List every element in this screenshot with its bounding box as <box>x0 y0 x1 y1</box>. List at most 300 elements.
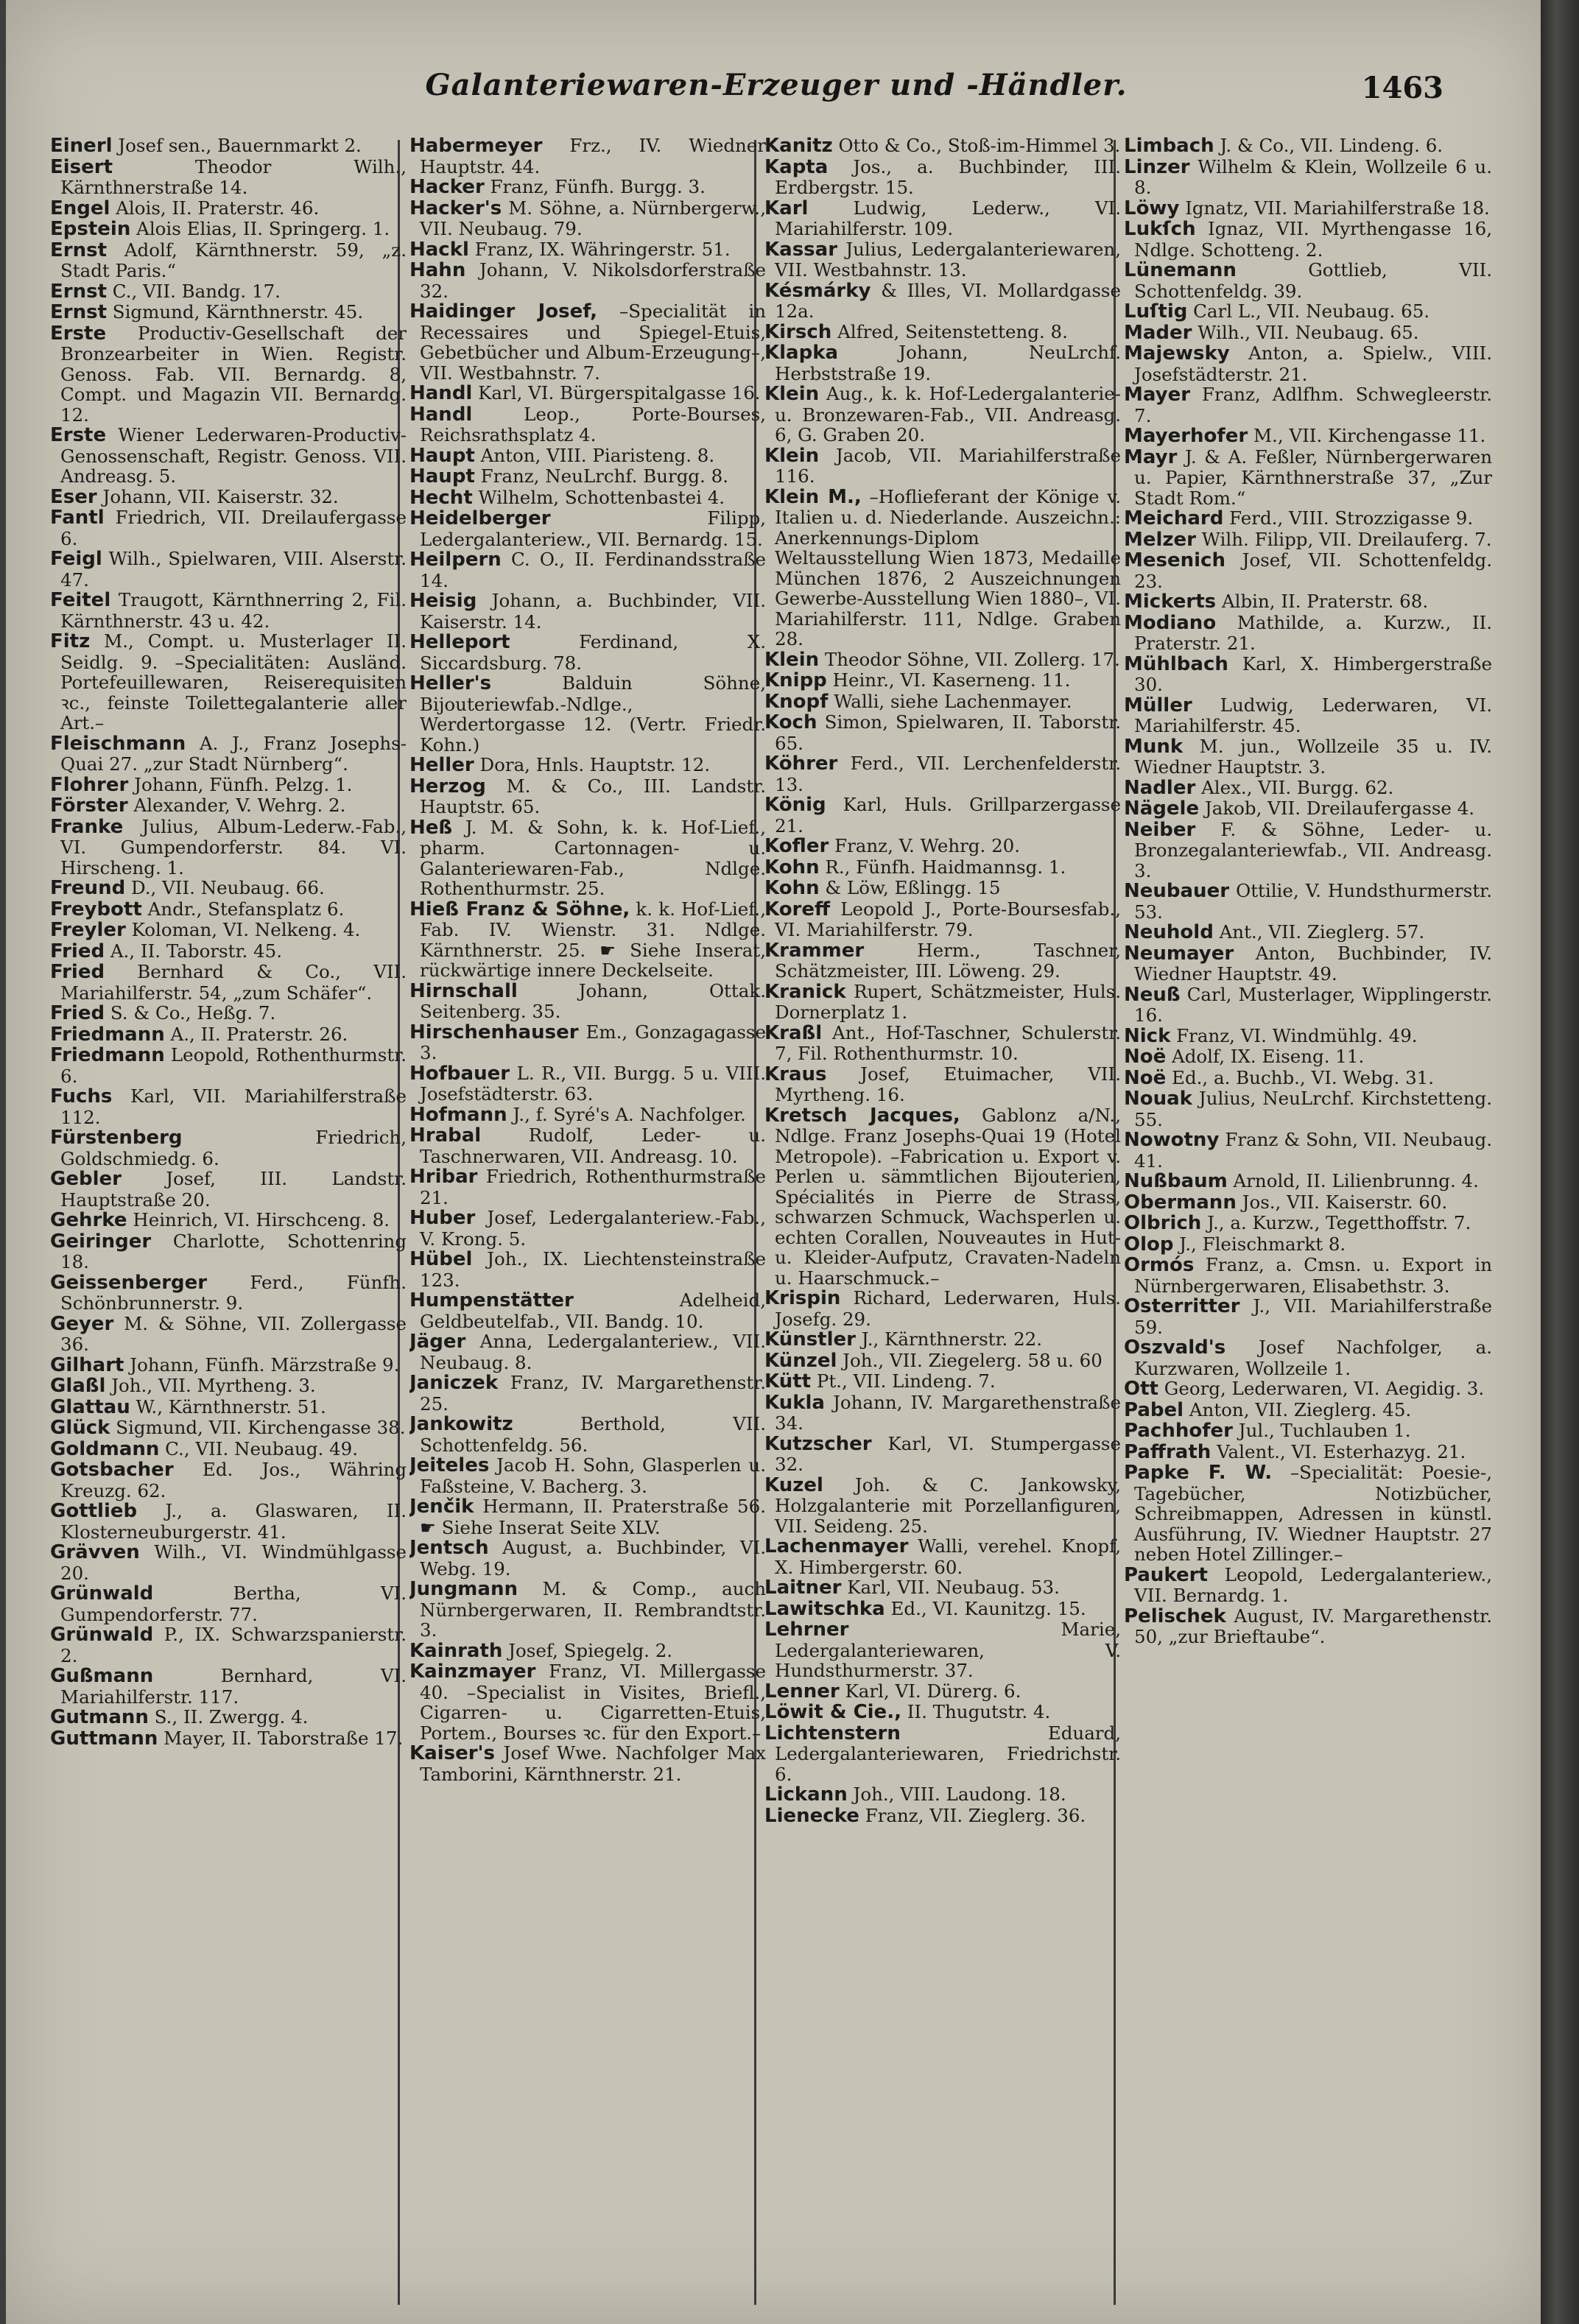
directory-entry <box>1124 778 1492 799</box>
directory-entry <box>1124 654 1492 695</box>
directory-entry <box>764 1288 1121 1329</box>
entry-details: Joh., VII. Myrtheng. 3. <box>105 1375 316 1396</box>
directory-entry <box>409 1063 766 1105</box>
directory-entry <box>50 1624 407 1666</box>
directory-entry <box>50 302 407 323</box>
directory-entry <box>764 1064 1121 1105</box>
directory-entry <box>50 1086 407 1127</box>
entry-details: Karl, VII. Mariahilferstraße 112. <box>60 1085 407 1128</box>
entry-name: Huber <box>409 1207 476 1229</box>
directory-entry <box>50 198 407 219</box>
entry-details: Jakob, VII. Dreilaufergasse 4. <box>1199 797 1475 819</box>
directory-entry <box>409 673 766 755</box>
directory-entry <box>50 631 407 733</box>
directory-entry <box>764 1475 1121 1537</box>
entry-name: Kainzmayer <box>409 1661 536 1683</box>
entry-name: Eser <box>50 485 97 508</box>
entry-name: Ernst <box>50 239 107 261</box>
entry-details: August, a. Buchbinder, VI. Webg. 19. <box>420 1537 766 1580</box>
directory-entry <box>50 817 407 878</box>
entry-name: Kirsch <box>764 320 832 343</box>
entry-details: Franz, a. Cmsn. u. Export in Nürnbergerwaren, Elisabethstr. 3. <box>1134 1254 1492 1297</box>
entry-name: Krammer <box>764 939 865 962</box>
entry-details: Joh., VII. Ziegelerg. 58 u. 60 <box>837 1349 1103 1371</box>
entry-name: Freund <box>50 877 126 899</box>
entry-details: Theodor Söhne, VII. Zollerg. 17. <box>819 648 1120 670</box>
entry-details: J., f. Syré's A. Nachfolger. <box>507 1103 746 1125</box>
entry-name: Jungmann <box>409 1578 518 1600</box>
directory-entry <box>50 590 407 631</box>
directory-entry <box>50 507 407 549</box>
entry-details: Josef, Ledergalanteriew.-Fab., V. Krong. 5. <box>420 1207 766 1250</box>
entry-details: Johann, IV. Margarethenstraße 34. <box>775 1391 1121 1434</box>
entry-name: Késmárky <box>764 279 871 302</box>
entry-name: Hahn <box>409 259 466 281</box>
entry-name: Engel <box>50 197 110 219</box>
directory-entry <box>1124 613 1492 654</box>
entry-details: Anton, VII. Zieglerg. 45. <box>1184 1398 1412 1420</box>
directory-entry <box>50 157 407 198</box>
directory-entry <box>409 1641 766 1662</box>
directory-entry <box>764 1681 1121 1702</box>
entry-name: Freybott <box>50 898 142 920</box>
entry-name: Mayr <box>1124 446 1178 468</box>
entry-name: Nick <box>1124 1024 1171 1047</box>
directory-entry <box>409 1661 766 1743</box>
entry-name: Olop <box>1124 1233 1174 1256</box>
directory-entry <box>409 755 766 776</box>
entry-name: König <box>764 794 826 816</box>
entry-name: Noë <box>1124 1046 1167 1068</box>
entry-details: Johann, NeuLrchf. Herbststraße 19. <box>775 342 1121 384</box>
entry-name: Noë <box>1124 1066 1167 1089</box>
entry-name: Linzer <box>1124 155 1190 178</box>
entry-name: Mickerts <box>1124 591 1217 613</box>
entry-name: Heilpern <box>409 549 502 571</box>
entry-name: Paffrath <box>1124 1440 1211 1463</box>
entry-name: Kütt <box>764 1370 812 1392</box>
directory-entry <box>50 1355 407 1376</box>
entry-name: Mühlbach <box>1124 652 1228 675</box>
entry-name: Haupt <box>409 444 475 467</box>
entry-name: Gotsbacher <box>50 1459 174 1481</box>
entry-details: Alois, II. Praterstr. 46. <box>110 197 320 219</box>
entry-name: Knipp <box>764 669 827 691</box>
entry-details: Eduard, Ledergalanteriewaren, Friedrichstr. 6. <box>775 1722 1121 1785</box>
entry-details: Simon, Spielwaren, II. Taborstr. 65. <box>775 711 1121 754</box>
entry-details: Karl, Huls. Grillparzergasse 21. <box>775 794 1121 837</box>
entry-details: Hermann, II. Praterstraße 56. ☛ Siehe Inserat Seite XLV. <box>420 1496 766 1538</box>
entry-name: Modiano <box>1124 611 1217 634</box>
entry-details: Pt., VII. Lindeng. 7. <box>811 1370 996 1392</box>
entry-name: Jäger <box>409 1331 466 1353</box>
directory-entry <box>1124 1192 1492 1214</box>
entry-details: Berthold, VII. Schottenfeldg. 56. <box>420 1413 766 1456</box>
directory-entry <box>50 878 407 899</box>
entry-details: Adelheid, Geldbeutelfab., VII. Bandg. 10. <box>420 1289 766 1332</box>
entry-name: Pelischek <box>1124 1605 1226 1627</box>
entry-name: Jentsch <box>409 1537 489 1559</box>
directory-entry <box>764 446 1121 487</box>
entry-name: Limbach <box>1124 135 1214 157</box>
entry-name: Franke <box>50 815 124 838</box>
directory-entry <box>764 1371 1121 1392</box>
entry-name: Fürstenberg <box>50 1127 183 1149</box>
entry-name: Heisig <box>409 590 477 612</box>
entry-name: Fried <box>50 940 105 962</box>
entry-name: Oszvald's <box>1124 1337 1226 1359</box>
directory-entry <box>1124 343 1492 384</box>
entry-details: Ludwig, Lederwaren, VI. Mariahilferstr. 45. <box>1134 694 1492 736</box>
entry-name: Grävven <box>50 1541 140 1563</box>
entry-details: Traugott, Kärnthnerring 2, Fil. Kärnthnerstr. 43 u. 42. <box>60 589 407 632</box>
entry-details: Karl, VII. Neubaug. 53. <box>841 1577 1060 1598</box>
entry-details: Alfred, Seitenstetteng. 8. <box>831 320 1068 342</box>
directory-entry <box>764 1392 1121 1434</box>
entry-name: Fried <box>50 961 105 983</box>
entry-name: Einerl <box>50 135 113 157</box>
directory-entry <box>50 323 407 426</box>
entry-name: Humpenstätter <box>409 1289 574 1311</box>
entry-name: Nußbaum <box>1124 1170 1228 1192</box>
entry-details: J., a. Glaswaren, II. Klosterneuburgerstr. 41. <box>60 1500 407 1543</box>
entry-name: Hübel <box>409 1248 473 1270</box>
entry-details: –Specialität: Poesie-, Tagebücher, Notizbücher, Schreibmappen, Adressen in künstl. Ausführung, IV. Wiedner Hauptstr. 27 neben Hotel Zillinger.– <box>1134 1462 1492 1565</box>
entry-name: Haupt <box>409 465 475 487</box>
directory-entry <box>764 753 1121 795</box>
directory-entry <box>409 899 766 981</box>
entry-details: Heinr., VI. Kaserneng. 11. <box>826 669 1071 691</box>
directory-entry <box>764 384 1121 446</box>
entry-name: Lienecke <box>764 1804 859 1827</box>
directory-entry <box>50 1127 407 1169</box>
directory-entry <box>764 691 1121 713</box>
entry-name: Papke F. W. <box>1124 1462 1273 1484</box>
entry-name: Gottlieb <box>50 1500 138 1522</box>
entry-name: Kofler <box>764 835 829 857</box>
entry-details: J. M. & Sohn, k. k. Hof-Lief., pharm. Cartonnagen- u. Galanteriewaren-Fab., Ndlge. Rothenthurmstr. 25. <box>420 816 766 899</box>
directory-entry <box>764 899 1121 940</box>
entry-details: Alois Elias, II. Springerg. 1. <box>130 218 390 239</box>
entry-details: Josef Nachfolger, a. Kurzwaren, Wollzeile 1. <box>1134 1337 1492 1379</box>
entry-name: Handl <box>409 382 473 404</box>
entry-name: Karl <box>764 197 809 219</box>
entry-details: Sigmund, Kärnthnerstr. 45. <box>107 301 364 323</box>
entry-details: Wilh., Spielwaren, VIII. Alserstr. 47. <box>60 548 407 591</box>
entry-details: Jos., a. Buchbinder, III. Erdbergstr. 15. <box>775 155 1121 198</box>
directory-entry <box>50 1376 407 1397</box>
directory-entry <box>764 342 1121 384</box>
directory-entry <box>409 549 766 591</box>
directory-entry <box>1124 1171 1492 1192</box>
entry-name: Kraßl <box>764 1021 823 1044</box>
directory-entry <box>764 1619 1121 1681</box>
directory-entry <box>409 1022 766 1063</box>
entry-details: J., a. Kurzw., Tegetthoffstr. 7. <box>1201 1212 1471 1233</box>
entry-name: Koreff <box>764 898 831 920</box>
entry-details: Josef sen., Bauernmarkt 2. <box>112 135 362 156</box>
entry-name: Nadler <box>1124 776 1196 799</box>
entry-details: Georg, Lederwaren, VI. Aegidig. 3. <box>1158 1378 1485 1399</box>
entry-name: Kohn <box>764 877 820 899</box>
directory-entry <box>764 1105 1121 1289</box>
entry-details: Otto & Co., Stoß-im-Himmel 3. <box>832 135 1121 156</box>
entry-name: Lichtenstern <box>764 1722 901 1744</box>
directory-entry <box>764 1434 1121 1475</box>
entry-name: Helleport <box>409 631 510 653</box>
entry-details: –Hoflieferant der Könige v. Italien u. d. Niederlande. Auszeichn.: Anerkennungs-Diplom Weltausstellung Wien 1873, Medaille München 1876, 2 Auszeichnungen Gewerbe-Ausstellung Wien 1880–, VI. Mariahilferstr. 111, Ndlge. Graben 28. <box>775 485 1121 649</box>
directory-entry <box>409 487 766 509</box>
entry-details: Franz, VI. Millergasse 40. –Specialist in Visites, Briefl., Cigarren- u. Cigarretten-Etuis, Portem., Bourses ꝛc. für den Export.– <box>420 1661 766 1744</box>
entry-name: Majewsky <box>1124 342 1230 365</box>
entry-name: Herzog <box>409 775 486 797</box>
directory-entry <box>409 239 766 261</box>
entry-name: Lickann <box>764 1784 848 1806</box>
directory-entry <box>50 1397 407 1418</box>
entry-details: Theodor Wilh., Kärnthnerstraße 14. <box>60 155 407 198</box>
entry-details: Carl L., VII. Neubaug. 65. <box>1187 300 1430 322</box>
directory-entry <box>764 281 1121 322</box>
entry-name: Förster <box>50 795 128 817</box>
entry-details: Rudolf, Leder- u. Taschnerwaren, VII. Andreasg. 10. <box>420 1124 766 1167</box>
entry-details: Em., Gonzagagasse 3. <box>420 1021 766 1063</box>
directory-entry <box>1124 1255 1492 1296</box>
page-number: 1463 <box>1361 71 1443 105</box>
directory-entry <box>50 1459 407 1501</box>
directory-entry <box>50 920 407 941</box>
entry-name: Pachhofer <box>1124 1420 1233 1442</box>
directory-entry <box>1124 1088 1492 1130</box>
page-header <box>6 68 1547 127</box>
entry-name: Heß <box>409 816 453 839</box>
entry-name: Hacker's <box>409 197 502 219</box>
entry-name: Kretsch Jacques, <box>764 1104 960 1127</box>
entry-name: Knopf <box>764 690 829 713</box>
directory-entry <box>50 1231 407 1272</box>
directory-entry <box>764 1536 1121 1577</box>
entry-details: Jul., Tuchlauben 1. <box>1232 1420 1411 1441</box>
entry-details: Wiener Lederwaren-Productiv-Genossenschaft, Registr. Genoss. VII. Andreasg. 5. <box>60 424 407 487</box>
entry-details: M. jun., Wollzeile 35 u. IV. Wiedner Hauptstr. 3. <box>1134 735 1492 778</box>
entry-name: Fitz <box>50 630 91 652</box>
entry-details: J., Kärnthnerstr. 22. <box>855 1328 1043 1350</box>
directory-entry <box>764 135 1121 157</box>
directory-entry <box>764 1329 1121 1351</box>
entry-details: Anna, Ledergalanteriew., VII. Neubaug. 8. <box>420 1331 766 1373</box>
entry-name: Lawitschka <box>764 1597 885 1620</box>
page-title: Galanteriewaren-Erzeuger und -Händler. <box>425 68 1128 102</box>
directory-entry <box>764 836 1121 857</box>
entry-details: W., Kärnthnerstr. 51. <box>130 1395 326 1418</box>
directory-entry <box>764 157 1121 198</box>
entry-name: Neuhold <box>1124 921 1214 943</box>
directory-entry <box>409 1125 766 1166</box>
entry-name: Neumayer <box>1124 942 1234 965</box>
entry-name: Kukla <box>764 1391 825 1414</box>
entry-details: Ferdinand, X. Siccardsburg. 78. <box>420 631 766 674</box>
entry-name: Ormós <box>1124 1254 1195 1276</box>
entry-name: Munk <box>1124 735 1184 758</box>
directory-entry <box>1124 301 1492 323</box>
entry-name: Hecht <box>409 486 473 509</box>
entry-details: J., Fleischmarkt 8. <box>1173 1233 1346 1255</box>
entry-details: Josef, III. Landstr. Hauptstraße 20. <box>60 1168 407 1211</box>
directory-entry <box>50 1418 407 1439</box>
directory-entry <box>50 1024 407 1046</box>
entry-name: Gutmann <box>50 1706 149 1728</box>
directory-entry <box>1124 1296 1492 1337</box>
entry-name: Geissenberger <box>50 1271 208 1294</box>
entry-name: Kutzscher <box>764 1432 872 1455</box>
entry-details: Franz, Fünfh. Burgg. 3. <box>484 176 706 197</box>
entry-name: Glattau <box>50 1395 130 1418</box>
entry-details: Bernhard, VI. Mariahilferstr. 117. <box>60 1665 407 1708</box>
directory-entry <box>50 1003 407 1024</box>
entry-name: Nägele <box>1124 797 1200 820</box>
directory-entry <box>50 219 407 240</box>
directory-entry <box>50 1272 407 1314</box>
entry-details: A. J., Franz Josephs-Quai 27. „zur Stadt Nürnberg“. <box>60 732 407 775</box>
entry-details: Karl, X. Himbergerstraße 30. <box>1134 652 1492 695</box>
directory-entry <box>764 1023 1121 1064</box>
directory-entry <box>1124 1565 1492 1606</box>
directory-entry <box>409 1743 766 1784</box>
entry-details: August, IV. Margarethenstr. 50, „zur Brieftaube“. <box>1134 1605 1492 1647</box>
entry-details: Joh. & C. Jankowsky, Holzgalanterie mit Porzellanfiguren, VII. Seideng. 25. <box>775 1473 1121 1537</box>
entry-name: Krispin <box>764 1287 841 1309</box>
directory-entry <box>50 775 407 796</box>
entry-details: A., II. Taborstr. 45. <box>105 940 283 962</box>
entry-details: Josef, Spiegelg. 2. <box>502 1639 673 1661</box>
entry-name: Köhrer <box>764 753 838 775</box>
directory-entry <box>1124 1130 1492 1171</box>
directory-entry <box>409 1579 766 1641</box>
entry-name: Laitner <box>764 1577 842 1599</box>
directory-entry <box>409 1166 766 1208</box>
directory-entry <box>50 135 407 157</box>
directory-entry <box>1124 135 1492 157</box>
entry-details: Franz, VI. Windmühlg. 49. <box>1170 1024 1418 1046</box>
directory-entry <box>1124 508 1492 529</box>
directory-entry <box>409 383 766 404</box>
entry-name: Jeiteles <box>409 1454 490 1476</box>
directory-entry <box>764 982 1121 1023</box>
entry-name: Kassar <box>764 238 838 261</box>
directory-entry <box>50 425 407 487</box>
entry-name: Kaiser's <box>409 1742 495 1764</box>
entry-details: J. & Co., VII. Lindeng. 6. <box>1214 135 1443 156</box>
entry-details: S. & Co., Heßg. 7. <box>105 1002 276 1024</box>
entry-name: Freyler <box>50 919 126 941</box>
entry-name: Pabel <box>1124 1398 1184 1421</box>
entry-details: L. R., VII. Burgg. 5 u. VIII. Josefstädterstr. 63. <box>420 1062 766 1105</box>
entry-name: Neubauer <box>1124 880 1230 902</box>
directory-entry <box>50 1501 407 1542</box>
entry-details: Adolf, Kärnthnerstr. 59, „z. Stadt Paris.“ <box>60 239 407 281</box>
entry-details: Friedrich, VII. Dreilaufergasse 6. <box>60 507 407 549</box>
entry-name: Meichard <box>1124 507 1224 529</box>
entry-name: Ott <box>1124 1378 1158 1400</box>
directory-entry <box>409 1373 766 1414</box>
entry-name: Fried <box>50 1002 105 1024</box>
entry-name: Ernst <box>50 280 107 303</box>
entry-name: Hrabal <box>409 1124 482 1147</box>
directory-entry <box>409 632 766 673</box>
entry-details: Ant., Hof-Taschner, Schulerstr. 7, Fil. Rothenthurmstr. 10. <box>775 1021 1121 1064</box>
directory-entry <box>1124 985 1492 1026</box>
entry-name: Goldmann <box>50 1437 160 1460</box>
directory-entry <box>50 1707 407 1728</box>
entry-details: Carl, Musterlager, Wipplingerstr. 16. <box>1134 983 1492 1026</box>
directory-entry <box>50 240 407 281</box>
directory-entry <box>764 1806 1121 1827</box>
directory-entry <box>409 981 766 1022</box>
directory-entry <box>1124 219 1492 260</box>
entry-details: Josef, VII. Schottenfeldg. 23. <box>1134 549 1492 592</box>
entry-details: Friedrich, Rothenthurmstraße 21. <box>420 1166 766 1208</box>
entry-name: Löwy <box>1124 197 1180 219</box>
directory-entry <box>1124 695 1492 736</box>
directory-entry <box>409 1496 766 1538</box>
entry-name: Luſtig <box>1124 300 1188 323</box>
entry-name: Gilhart <box>50 1353 124 1376</box>
directory-entry <box>1124 922 1492 943</box>
directory-entry <box>50 962 407 1003</box>
entry-details: Anton, VIII. Piaristeng. 8. <box>474 444 715 466</box>
entry-details: Ottilie, V. Hundsthurmerstr. 53. <box>1134 880 1492 923</box>
entry-details: Walli, siehe Lachenmayer. <box>828 690 1072 712</box>
entry-details: Balduin Söhne, Bijouteriewfab.-Ndlge., Werdertorgasse 12. (Vertr. Friedr. Kohn.) <box>420 672 766 756</box>
directory-entry <box>764 1577 1121 1599</box>
entry-details: M., VII. Kirchengasse 11. <box>1248 425 1486 446</box>
entry-name: Lukſch <box>1124 218 1196 240</box>
directory-entry <box>1124 323 1492 344</box>
entry-details: Ferd., VII. Lerchenfelderstr. 13. <box>775 753 1121 795</box>
entry-details: Jacob, VII. Mariahilferstraße 116. <box>775 444 1121 487</box>
entry-details: Ed., VI. Kaunitzg. 15. <box>885 1597 1086 1619</box>
directory-entry <box>409 1105 766 1126</box>
directory-entry <box>1124 426 1492 447</box>
entry-details: Franz & Sohn, VII. Neubaug. 41. <box>1134 1129 1492 1172</box>
entry-details: C., VII. Bandg. 17. <box>107 280 281 302</box>
entry-name: Gehrke <box>50 1209 127 1231</box>
column-1 <box>50 135 407 2315</box>
entry-name: Jankowitz <box>409 1413 513 1435</box>
entry-details: Koloman, VI. Nelkeng. 4. <box>125 919 361 940</box>
entry-details: Julius, Album-Lederw.-Fab., VI. Gumpendorferstr. 84. VI. Hirscheng. 1. <box>60 815 407 878</box>
entry-details: Richard, Lederwaren, Huls. Josefg. 29. <box>775 1287 1121 1330</box>
directory-entry <box>50 1666 407 1707</box>
directory-entry <box>764 940 1121 982</box>
entry-details: Wilh., VII. Neubaug. 65. <box>1192 321 1419 343</box>
entry-details: Mayer, II. Taborstraße 17. <box>158 1727 404 1749</box>
entry-details: Johann, VII. Kaiserstr. 32. <box>96 485 339 507</box>
entry-details: Mathilde, a. Kurzw., II. Praterstr. 21. <box>1134 611 1492 654</box>
entry-details: Karl, VI. Dürerg. 6. <box>839 1680 1021 1702</box>
entry-name: Neiber <box>1124 818 1196 841</box>
entry-details: Josef Wwe. Nachfolger Max Tamborini, Kärnthnerstr. 21. <box>420 1742 766 1785</box>
directory-entry <box>764 487 1121 649</box>
entry-details: M. & Söhne, VII. Zollergasse 36. <box>60 1312 407 1355</box>
page-edge <box>1541 0 1579 2324</box>
entry-details: II. Thugutstr. 4. <box>901 1701 1051 1722</box>
entry-details: D., VII. Neubaug. 66. <box>125 877 325 898</box>
entry-details: C., VII. Neubaug. 49. <box>159 1437 359 1459</box>
entry-details: Alex., VII. Burgg. 62. <box>1195 776 1394 798</box>
entry-details: Ferd., Fünfh. Schönbrunnerstr. 9. <box>60 1271 407 1314</box>
entry-name: Kohn <box>764 856 820 878</box>
entry-details: Franz, VII. Zieglerg. 36. <box>859 1804 1086 1826</box>
